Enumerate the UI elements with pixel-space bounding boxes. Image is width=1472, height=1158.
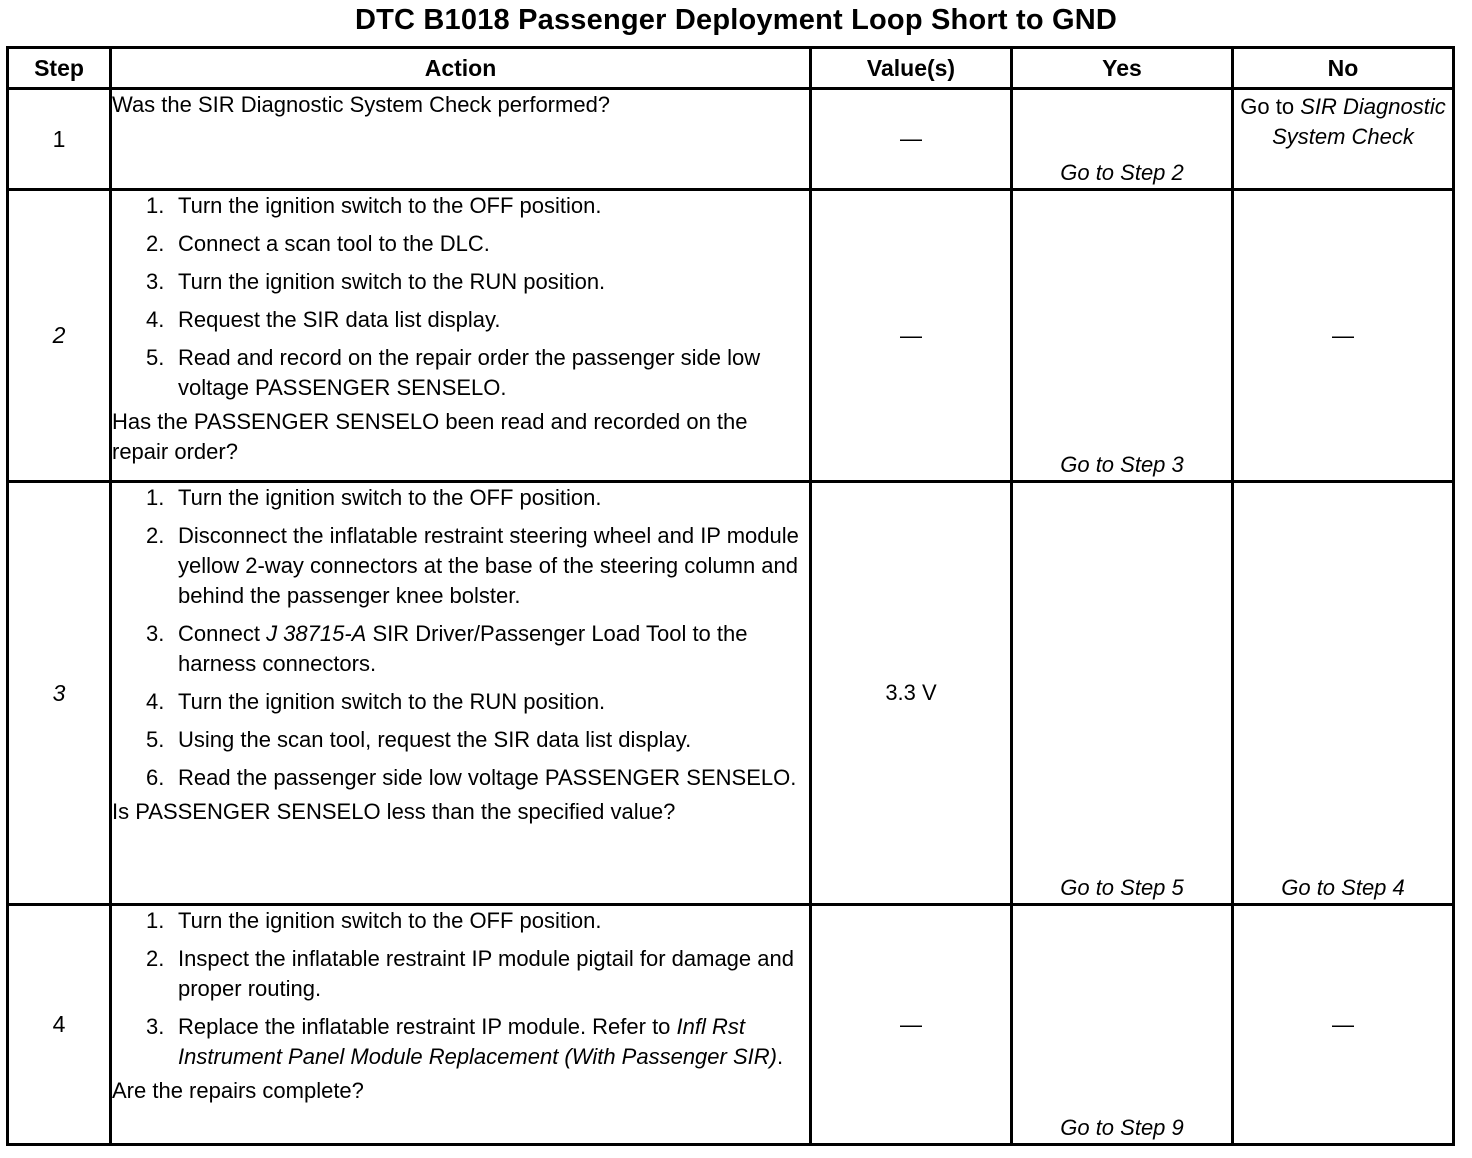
list-item-text: Turn the ignition switch to the RUN position. bbox=[178, 269, 606, 294]
action-question: Is PASSENGER SENSELO less than the specified value? bbox=[112, 799, 676, 824]
page-title: DTC B1018 Passenger Deployment Loop Short to GND bbox=[354, 4, 1118, 36]
list-item-text: Turn the ignition switch to the RUN position. bbox=[178, 689, 606, 714]
list-item bbox=[146, 191, 809, 221]
list-item bbox=[146, 483, 809, 513]
list-item-number: 3. bbox=[146, 621, 165, 646]
action-cell bbox=[111, 89, 811, 190]
table-row-step-1 bbox=[8, 89, 1454, 190]
table-row-step-3 bbox=[8, 482, 1454, 905]
action-question: Has the PASSENGER SENSELO been read and recorded on the repair order? bbox=[112, 409, 748, 464]
list-item bbox=[146, 906, 809, 936]
list-item-number: 3. bbox=[146, 269, 165, 294]
list-item bbox=[146, 725, 809, 755]
tool-name: J 38715-A bbox=[266, 621, 367, 646]
list-item-number: 6. bbox=[146, 765, 165, 790]
yes-cell: Go to Step 5 bbox=[1012, 482, 1233, 905]
list-item bbox=[146, 229, 809, 259]
list-item-number: 1. bbox=[146, 485, 165, 510]
header-action: Action bbox=[111, 48, 811, 89]
list-item-number: 5. bbox=[146, 727, 165, 752]
list-item bbox=[146, 1012, 809, 1072]
reference-link-text: Infl Rst Instrument Panel Module Replacement (With Passenger SIR) bbox=[178, 1014, 777, 1069]
list-item bbox=[146, 343, 809, 403]
header-yes: Yes bbox=[1012, 48, 1233, 89]
list-item-number: 1. bbox=[146, 193, 165, 218]
list-item-number: 5. bbox=[146, 345, 165, 370]
list-item-text: Request the SIR data list display. bbox=[178, 307, 501, 332]
yes-cell: Go to Step 3 bbox=[1012, 190, 1233, 482]
action-list bbox=[112, 906, 809, 1072]
list-item-text: Turn the ignition switch to the OFF position. bbox=[178, 485, 602, 510]
table-row-step-2 bbox=[8, 190, 1454, 482]
action-list bbox=[112, 191, 809, 403]
list-item-text: Using the scan tool, request the SIR data list display. bbox=[178, 727, 692, 752]
no-cell: — bbox=[1233, 905, 1454, 1145]
step-number: 2 bbox=[8, 190, 111, 482]
list-item bbox=[146, 763, 809, 793]
no-cell bbox=[1233, 89, 1454, 190]
list-item-text: Inspect the inflatable restraint IP module pigtail for damage and proper routing. bbox=[178, 946, 794, 1001]
list-item bbox=[146, 521, 809, 611]
list-item bbox=[146, 687, 809, 717]
value-cell: 3.3 V bbox=[811, 482, 1012, 905]
list-item-text: Disconnect the inflatable restraint steering wheel and IP module yellow 2-way connectors at the base of the steering column and behind the passenger knee bolster. bbox=[178, 523, 799, 608]
table-row-step-4 bbox=[8, 905, 1454, 1145]
list-item-text: Connect bbox=[178, 621, 267, 646]
step-number: 3 bbox=[8, 482, 111, 905]
step-number: 4 bbox=[8, 905, 111, 1145]
yes-cell: Go to Step 9 bbox=[1012, 905, 1233, 1145]
action-cell bbox=[111, 482, 811, 905]
value-cell: — bbox=[811, 89, 1012, 190]
action-question: Was the SIR Diagnostic System Check performed? bbox=[112, 92, 611, 117]
list-item-text: SIR Driver/Passenger Load Tool to the harness connectors. bbox=[178, 621, 748, 676]
diagnostic-table bbox=[6, 46, 1455, 1146]
list-item bbox=[146, 267, 809, 297]
header-row bbox=[8, 48, 1454, 89]
list-item-text: Read the passenger side low voltage PASSENGER SENSELO. bbox=[178, 765, 797, 790]
list-item bbox=[146, 944, 809, 1004]
list-item-text: Replace the inflatable restraint IP module. Refer to bbox=[178, 1014, 677, 1039]
action-question: Are the repairs complete? bbox=[112, 1078, 364, 1103]
action-cell bbox=[111, 905, 811, 1145]
header-step: Step bbox=[8, 48, 111, 89]
yes-cell: Go to Step 2 bbox=[1012, 89, 1233, 190]
header-no: No bbox=[1233, 48, 1454, 89]
list-item-number: 2. bbox=[146, 231, 165, 256]
list-item-number: 3. bbox=[146, 1014, 165, 1039]
list-item-text: Turn the ignition switch to the OFF position. bbox=[178, 193, 602, 218]
step-number: 1 bbox=[8, 89, 111, 190]
list-item-text: Read and record on the repair order the passenger side low voltage PASSENGER SENSELO. bbox=[178, 345, 761, 400]
no-link-text: SIR Diagnostic System Check bbox=[1272, 94, 1446, 149]
list-item-number: 4. bbox=[146, 307, 165, 332]
list-item bbox=[146, 619, 809, 679]
list-item bbox=[146, 305, 809, 335]
list-item-text: Connect a scan tool to the DLC. bbox=[178, 231, 490, 256]
list-item-number: 2. bbox=[146, 523, 165, 548]
no-prefix: Go to bbox=[1240, 94, 1301, 119]
list-item-number: 1. bbox=[146, 908, 165, 933]
action-list bbox=[112, 483, 809, 793]
list-item-number: 2. bbox=[146, 946, 165, 971]
list-item-number: 4. bbox=[146, 689, 165, 714]
value-cell: — bbox=[811, 190, 1012, 482]
list-item-text: . bbox=[776, 1044, 784, 1069]
list-item-text: Turn the ignition switch to the OFF position. bbox=[178, 908, 602, 933]
header-values: Value(s) bbox=[811, 48, 1012, 89]
no-cell: — bbox=[1233, 190, 1454, 482]
action-cell bbox=[111, 190, 811, 482]
value-cell: — bbox=[811, 905, 1012, 1145]
no-cell: Go to Step 4 bbox=[1233, 482, 1454, 905]
